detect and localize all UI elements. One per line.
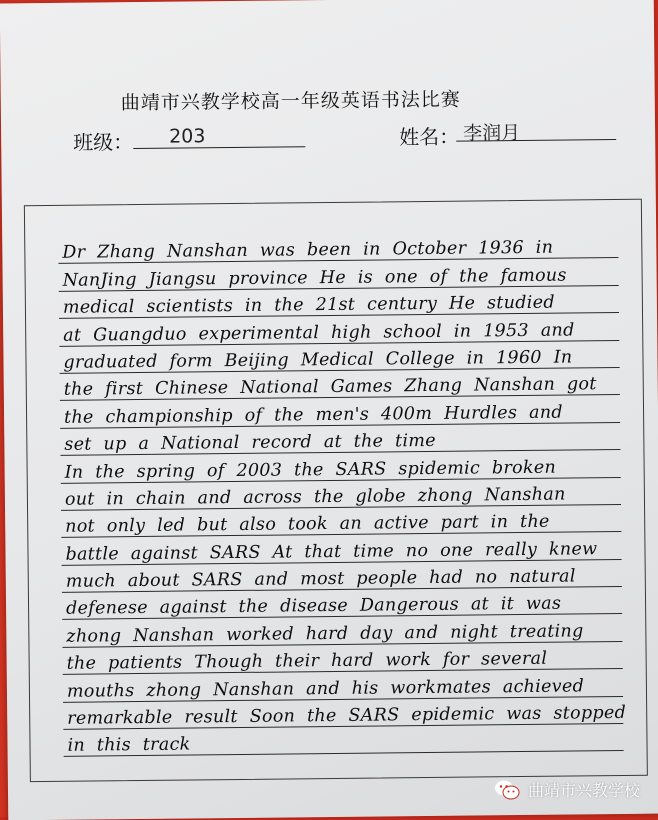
class-label: 班级：: [73, 130, 134, 155]
essay-line: [63, 726, 623, 759]
handwritten-text: NanJing Jiangsu province He is one of the famous: [62, 265, 567, 291]
handwritten-text: the first Chinese National Games Zhang Nanshan got: [63, 374, 597, 401]
handwritten-text: medical scientists in the 21st century He studied: [62, 292, 555, 318]
handwritten-text: much about SARS and most people had no natural: [65, 566, 576, 592]
name-value: 李润月: [463, 122, 521, 145]
handwritten-text: zhong Nanshan worked hard day and night treating: [66, 621, 584, 647]
handwritten-text: set up a National record at the time: [64, 431, 437, 455]
class-underline: [133, 146, 305, 149]
handwritten-text: at Guangduo experimental high school in 1953 and: [63, 320, 575, 346]
handwritten-text: remarkable result Soon the SARS epidemic was stopped: [67, 702, 627, 729]
handwritten-text: In the spring of 2003 the SARS spidemic broken: [64, 457, 557, 483]
handwritten-text: the patients Though their hard work for several: [66, 649, 548, 675]
handwritten-text: Dr Zhang Nanshan was been in October 1936 in: [62, 238, 554, 264]
name-label: 姓名：: [399, 124, 460, 150]
watermark: [494, 778, 640, 801]
page-title: 曲靖市兴教学校高一年级英语书法比赛: [120, 88, 461, 115]
handwritten-text: graduated form Beijing Medical College in 1960 In: [63, 347, 573, 373]
wechat-icon: [494, 779, 520, 801]
handwritten-text: mouths zhong Nanshan and his workmates achieved: [66, 676, 585, 702]
watermark-text: 曲靖市兴教学校: [527, 781, 640, 800]
class-value: 203: [169, 125, 206, 148]
handwritten-text: the championship of the men's 400m Hurdles and: [63, 402, 563, 428]
essay-lines: [58, 233, 627, 759]
handwritten-text: battle against SARS At that time no one really knew: [65, 538, 598, 565]
handwritten-text: defenese against the disease Dangerous at it was: [65, 594, 562, 620]
handwritten-text: not only led but also took an active part in the: [65, 512, 550, 538]
handwritten-text: in this track: [67, 734, 191, 757]
handwritten-text: out in chain and across the globe zhong Nanshan: [64, 484, 566, 510]
